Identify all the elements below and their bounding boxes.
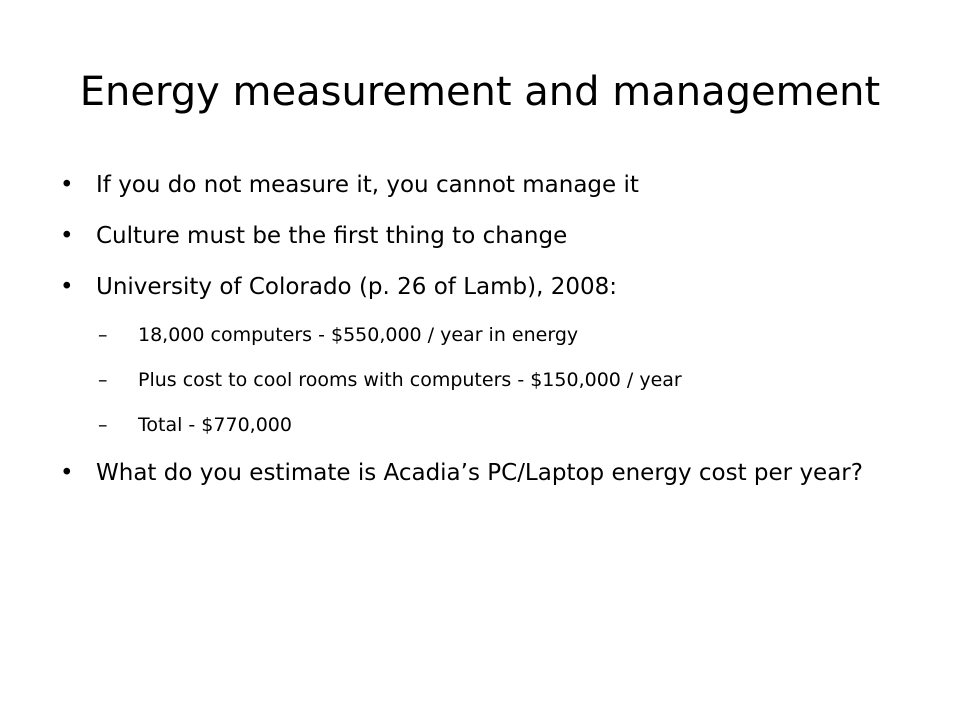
bullet-item: • University of Colorado (p. 26 of Lamb), 2008:: [58, 270, 908, 304]
sub-bullet-item: – Total - $770,000: [58, 411, 908, 439]
bullet-item: • Culture must be the first thing to change: [58, 219, 908, 253]
bullet-item: • If you do not measure it, you cannot manage it: [58, 168, 908, 202]
sub-bullet-item: – 18,000 computers - $550,000 / year in energy: [58, 321, 908, 349]
bullet-item: • What do you estimate is Acadia’s PC/Laptop energy cost per year?: [58, 456, 908, 490]
slide-title: Energy measurement and management: [79, 69, 881, 115]
bullet-list: [58, 168, 908, 507]
sub-bullet-item: – Plus cost to cool rooms with computers - $150,000 / year: [58, 366, 908, 394]
